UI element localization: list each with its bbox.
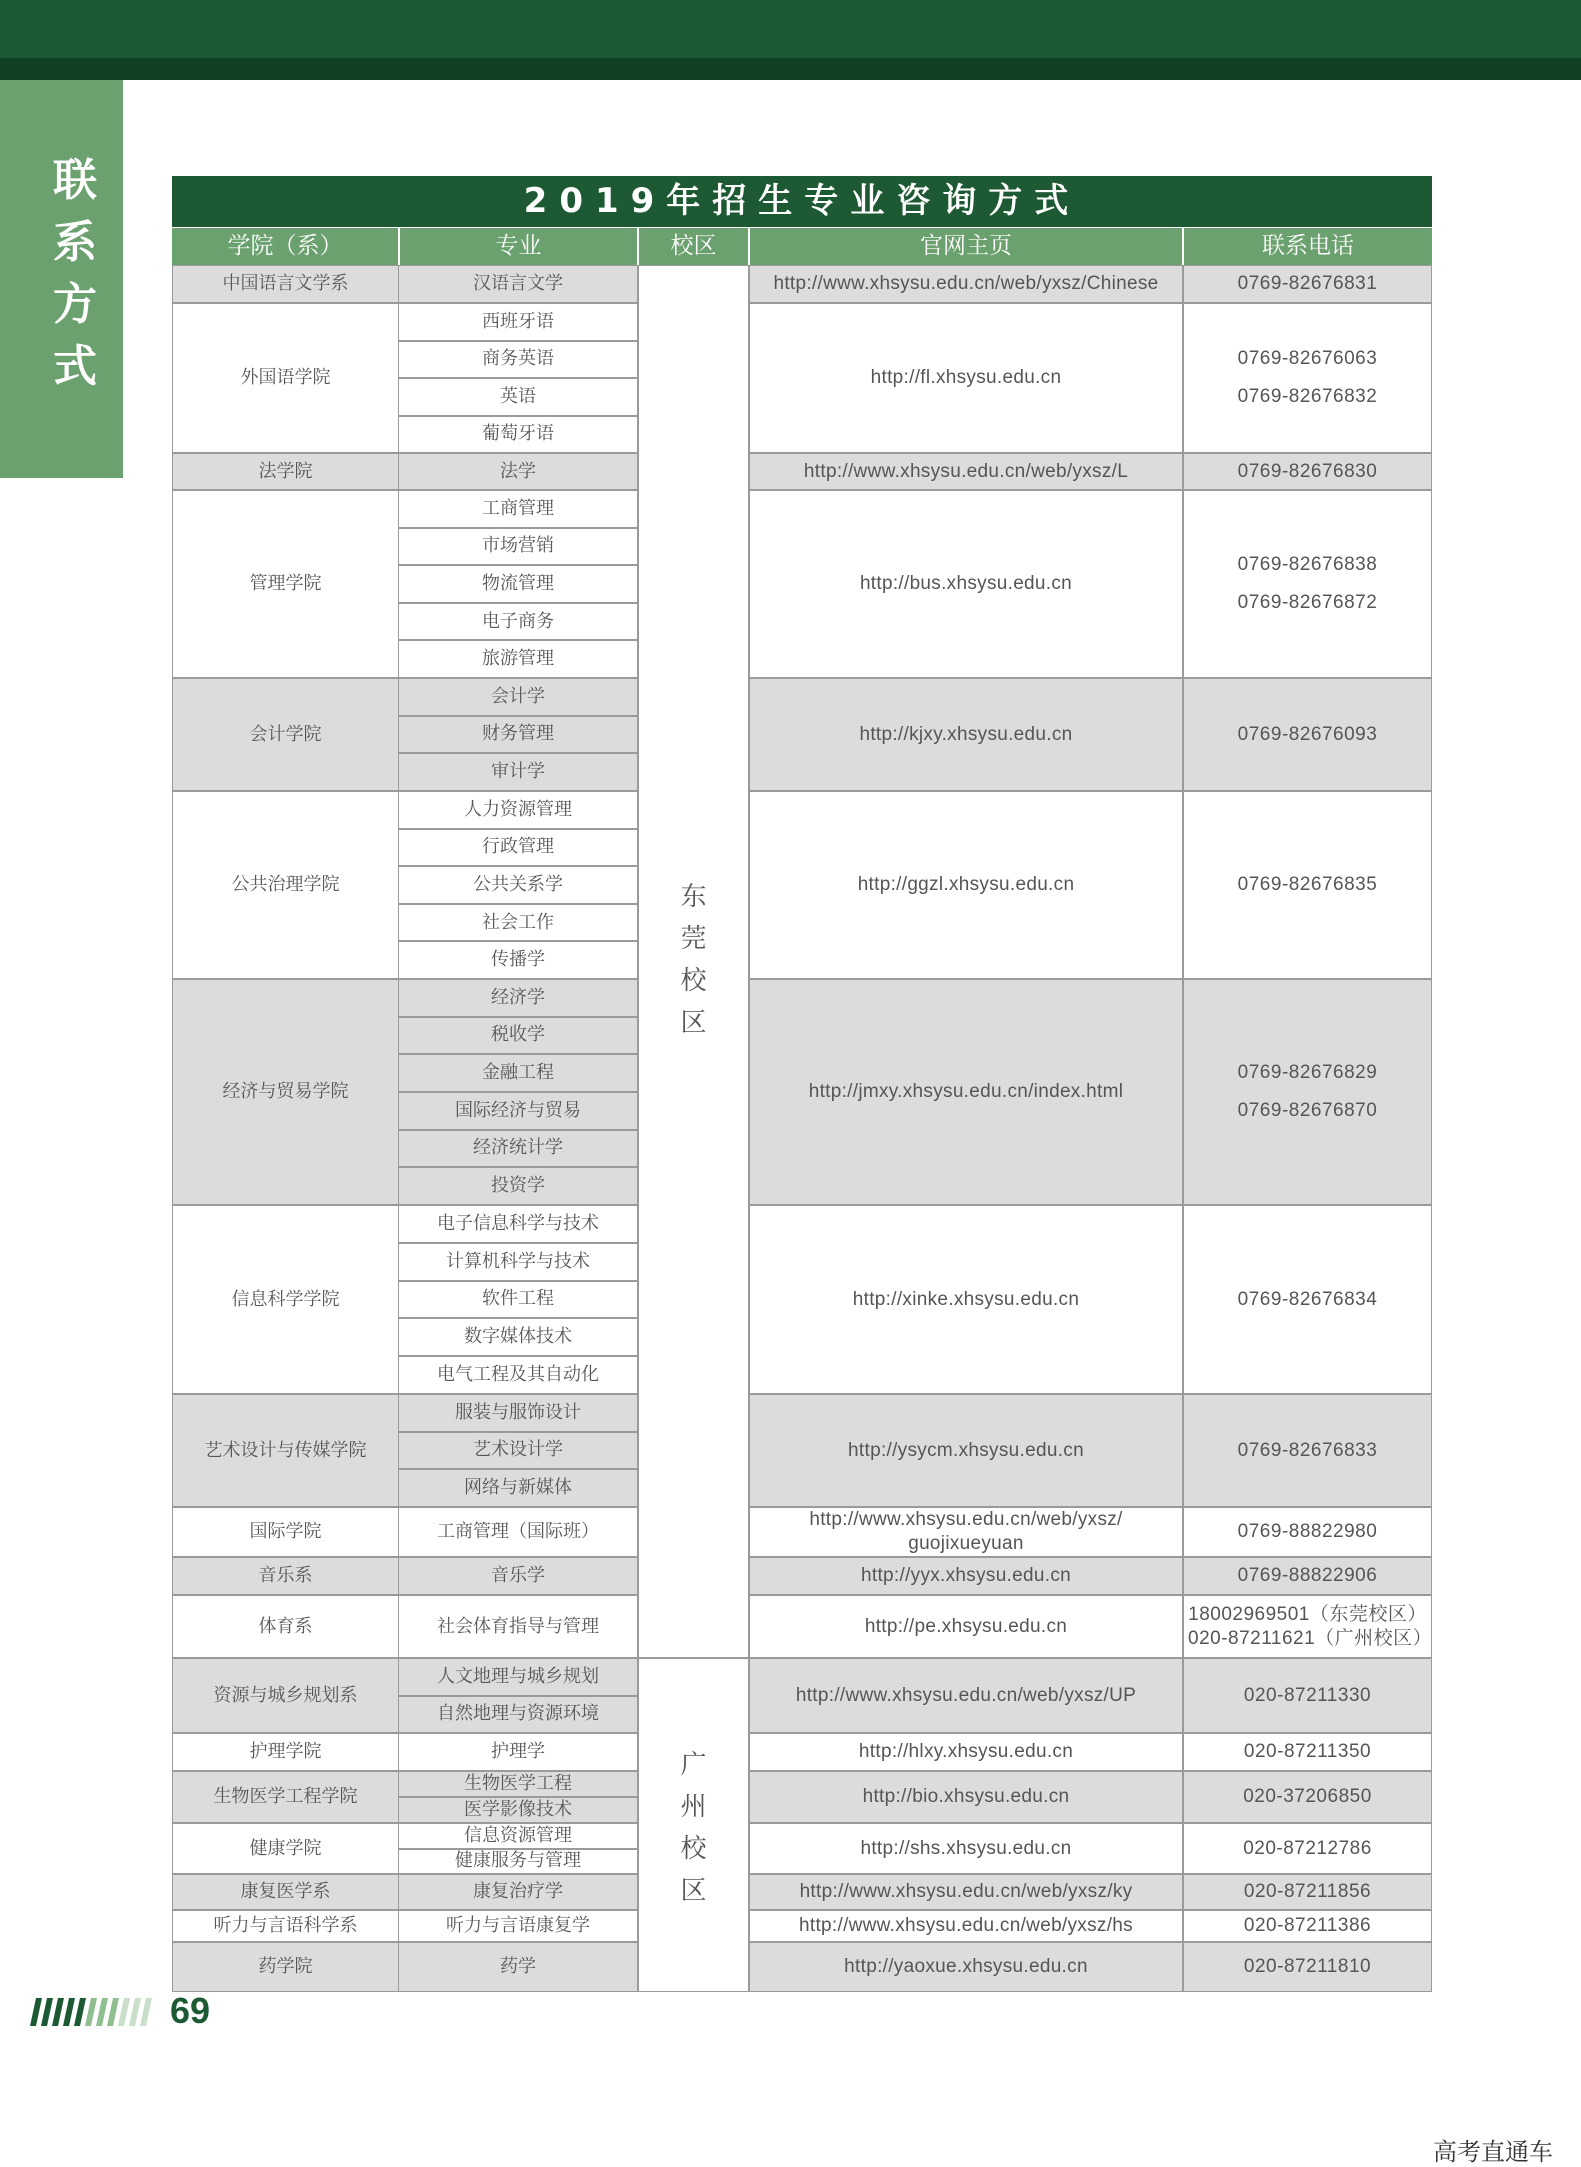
college-name-cell: 听力与言语科学系 [172, 1910, 399, 1942]
website-cell [749, 490, 1183, 678]
website-cell [749, 1823, 1183, 1874]
phone-number: 0769-82676838 [1237, 554, 1378, 575]
major-cell: 生物医学工程 [398, 1771, 638, 1797]
website-link[interactable]: http://www.xhsysu.edu.cn/web/yxsz/L [803, 460, 1129, 482]
website-cell [749, 1205, 1183, 1394]
major-cell: 工商管理 [398, 490, 638, 528]
phone-cell [1183, 1595, 1432, 1658]
website-cell [749, 453, 1183, 490]
phone-cell [1183, 1557, 1432, 1595]
college-name-cell: 会计学院 [172, 678, 399, 791]
major-cell: 人力资源管理 [398, 791, 638, 829]
college-name-cell: 艺术设计与传媒学院 [172, 1394, 399, 1507]
website-cell [749, 1910, 1183, 1942]
website-cell [749, 1942, 1183, 1992]
major-cell: 社会工作 [398, 904, 638, 942]
major-cell: 计算机科学与技术 [398, 1243, 638, 1281]
website-link[interactable]: http://shs.xhsysu.edu.cn [860, 1837, 1072, 1859]
major-cell: 自然地理与资源环境 [398, 1696, 638, 1734]
phone-cell [1183, 1771, 1432, 1823]
website-link[interactable]: http://www.xhsysu.edu.cn/web/yxsz/UP [795, 1684, 1137, 1706]
phone-cell [1183, 1733, 1432, 1771]
major-cell: 财务管理 [398, 716, 638, 754]
website-link[interactable]: http://bio.xhsysu.edu.cn [862, 1786, 1070, 1807]
website-link[interactable]: http://ysycm.xhsysu.edu.cn [848, 1439, 1084, 1461]
phone-number: 0769-82676833 [1237, 1439, 1378, 1461]
page-number: 69 [170, 1990, 211, 2031]
major-cell: 健康服务与管理 [398, 1849, 638, 1875]
phone-number: 18002969501（东莞校区） [1188, 1603, 1427, 1625]
major-cell: 旅游管理 [398, 640, 638, 678]
phone-cell [1183, 1205, 1432, 1394]
phone-cell [1183, 1942, 1432, 1992]
website-cell [749, 1394, 1183, 1507]
major-cell: 工商管理（国际班） [398, 1507, 638, 1557]
website-cell [749, 1557, 1183, 1595]
phone-cell [1183, 1658, 1432, 1733]
major-cell: 康复治疗学 [398, 1874, 638, 1910]
college-name-cell: 法学院 [172, 453, 399, 490]
major-cell: 法学 [398, 453, 638, 490]
phone-number: 020-87211386 [1243, 1915, 1372, 1936]
major-cell: 会计学 [398, 678, 638, 716]
watermark-text: 高考直通车 [1433, 2138, 1553, 2166]
major-cell: 金融工程 [398, 1054, 638, 1092]
major-cell: 经济学 [398, 979, 638, 1017]
major-cell: 审计学 [398, 753, 638, 791]
phone-cell [1183, 303, 1432, 453]
college-name-cell: 外国语学院 [172, 303, 399, 453]
campus-label-dongguan [639, 876, 748, 1044]
college-name-cell: 康复医学系 [172, 1874, 399, 1910]
college-name-cell: 健康学院 [172, 1823, 399, 1874]
phone-cell [1183, 453, 1432, 490]
major-cell: 艺术设计学 [398, 1432, 638, 1470]
major-cell: 英语 [398, 378, 638, 416]
college-name-cell: 经济与贸易学院 [172, 979, 399, 1205]
website-cell [749, 678, 1183, 791]
website-link[interactable]: http://www.xhsysu.edu.cn/web/yxsz/ guojixueyuan [809, 1509, 1123, 1554]
phone-number: 020-87211856 [1243, 1881, 1372, 1902]
website-cell [749, 1595, 1183, 1658]
phone-cell [1183, 979, 1432, 1205]
major-cell: 网络与新媒体 [398, 1469, 638, 1507]
college-name-cell: 资源与城乡规划系 [172, 1658, 399, 1733]
phone-cell [1183, 265, 1432, 303]
major-cell: 传播学 [398, 941, 638, 979]
major-cell: 投资学 [398, 1167, 638, 1205]
phone-number: 0769-82676872 [1237, 592, 1378, 613]
major-cell: 市场营销 [398, 528, 638, 566]
campus-text-guangzhou: 广州校区 [680, 1750, 707, 1906]
campus-label-guangzhou [639, 1744, 748, 1912]
phone-number: 0769-82676835 [1237, 874, 1378, 895]
major-cell: 电气工程及其自动化 [398, 1356, 638, 1394]
website-link[interactable]: http://xinke.xhsysu.edu.cn [852, 1288, 1080, 1310]
major-cell: 西班牙语 [398, 303, 638, 341]
major-cell: 物流管理 [398, 565, 638, 603]
phone-number: 0769-82676834 [1237, 1288, 1378, 1310]
website-cell [749, 1507, 1183, 1557]
college-name-cell: 公共治理学院 [172, 791, 399, 979]
phone-number: 0769-82676829 [1237, 1062, 1378, 1083]
section-side-tab-label: 联系方式 [53, 155, 97, 392]
phone-number: 0769-82676830 [1237, 460, 1378, 482]
phone-number: 0769-82676870 [1237, 1100, 1378, 1121]
college-name-cell: 音乐系 [172, 1557, 399, 1595]
major-cell: 国际经济与贸易 [398, 1092, 638, 1130]
phone-number: 020-87211350 [1243, 1741, 1372, 1762]
website-link[interactable]: http://fl.xhsysu.edu.cn [870, 367, 1062, 388]
phone-cell [1183, 1910, 1432, 1942]
major-cell: 商务英语 [398, 341, 638, 379]
major-cell: 听力与言语康复学 [398, 1910, 638, 1942]
website-link[interactable]: http://jmxy.xhsysu.edu.cn/index.html [808, 1081, 1124, 1102]
table-title: 2019年招生专业咨询方式 [172, 176, 1432, 227]
header-major: 专业 [400, 228, 637, 265]
major-cell: 护理学 [398, 1733, 638, 1771]
header-college: 学院（系） [172, 228, 398, 265]
major-cell: 经济统计学 [398, 1130, 638, 1168]
phone-number: 0769-82676831 [1237, 273, 1378, 294]
phone-number: 020-37206850 [1243, 1786, 1372, 1807]
phone-number: 020-87211810 [1243, 1956, 1372, 1977]
website-cell [749, 265, 1183, 303]
phone-number: 0769-88822906 [1237, 1565, 1378, 1586]
major-cell: 药学 [398, 1942, 638, 1992]
campus-text-dongguan: 东莞校区 [680, 882, 707, 1038]
website-cell [749, 979, 1183, 1205]
major-cell: 税收学 [398, 1017, 638, 1055]
phone-cell [1183, 490, 1432, 678]
major-cell: 音乐学 [398, 1557, 638, 1595]
major-cell: 人文地理与城乡规划 [398, 1658, 638, 1696]
phone-cell [1183, 791, 1432, 979]
major-cell: 社会体育指导与管理 [398, 1595, 638, 1658]
major-cell: 行政管理 [398, 829, 638, 867]
college-name-cell: 生物医学工程学院 [172, 1771, 399, 1823]
college-name-cell: 药学院 [172, 1942, 399, 1992]
phone-number: 0769-88822980 [1237, 1521, 1378, 1542]
top-banner-stripe [0, 58, 1581, 80]
college-name-cell: 国际学院 [172, 1507, 399, 1557]
website-link[interactable]: http://yaoxue.xhsysu.edu.cn [844, 1956, 1088, 1977]
campus-cell-dongguan [638, 265, 749, 1658]
phone-number: 020-87212786 [1243, 1837, 1372, 1859]
phone-cell [1183, 1394, 1432, 1507]
website-link[interactable]: http://kjxy.xhsysu.edu.cn [859, 723, 1073, 745]
header-website: 官网主页 [750, 228, 1182, 265]
major-cell: 电子信息科学与技术 [398, 1205, 638, 1243]
major-cell: 电子商务 [398, 603, 638, 641]
phone-number: 0769-82676832 [1237, 386, 1378, 407]
website-cell [749, 1771, 1183, 1823]
footer-stripes-decoration [24, 1998, 164, 2026]
phone-cell [1183, 678, 1432, 791]
website-cell [749, 1658, 1183, 1733]
phone-cell [1183, 1507, 1432, 1557]
major-cell: 葡萄牙语 [398, 416, 638, 454]
college-name-cell: 护理学院 [172, 1733, 399, 1771]
phone-number: 0769-82676063 [1237, 348, 1378, 369]
website-link[interactable]: http://yyx.xhsysu.edu.cn [861, 1565, 1071, 1586]
phone-cell [1183, 1874, 1432, 1910]
major-cell: 信息资源管理 [398, 1823, 638, 1849]
website-link[interactable]: http://pe.xhsysu.edu.cn [864, 1615, 1068, 1637]
college-name-cell: 信息科学学院 [172, 1205, 399, 1394]
phone-number: 020-87211621（广州校区） [1188, 1627, 1433, 1649]
website-link[interactable]: http://www.xhsysu.edu.cn/web/yxsz/ky [799, 1881, 1133, 1902]
phone-number: 0769-82676093 [1237, 723, 1378, 745]
website-link[interactable]: http://ggzl.xhsysu.edu.cn [857, 874, 1075, 895]
major-cell: 公共关系学 [398, 866, 638, 904]
header-phone: 联系电话 [1184, 228, 1432, 265]
website-cell [749, 303, 1183, 453]
college-name-cell: 中国语言文学系 [172, 265, 399, 303]
website-link[interactable]: http://www.xhsysu.edu.cn/web/yxsz/Chinese [773, 273, 1159, 294]
major-cell: 服装与服饰设计 [398, 1394, 638, 1432]
campus-cell-guangzhou [638, 1658, 749, 1992]
major-cell: 软件工程 [398, 1281, 638, 1319]
phone-cell [1183, 1823, 1432, 1874]
header-campus: 校区 [639, 228, 748, 265]
website-cell [749, 791, 1183, 979]
major-cell: 汉语言文学 [398, 265, 638, 303]
website-link[interactable]: http://hlxy.xhsysu.edu.cn [858, 1741, 1074, 1762]
college-name-cell: 体育系 [172, 1595, 399, 1658]
major-cell: 数字媒体技术 [398, 1318, 638, 1356]
website-link[interactable]: http://www.xhsysu.edu.cn/web/yxsz/hs [799, 1915, 1133, 1936]
website-link[interactable]: http://bus.xhsysu.edu.cn [859, 573, 1073, 594]
website-cell [749, 1733, 1183, 1771]
major-cell: 医学影像技术 [398, 1797, 638, 1823]
phone-number: 020-87211330 [1243, 1684, 1372, 1706]
website-cell [749, 1874, 1183, 1910]
college-name-cell: 管理学院 [172, 490, 399, 678]
